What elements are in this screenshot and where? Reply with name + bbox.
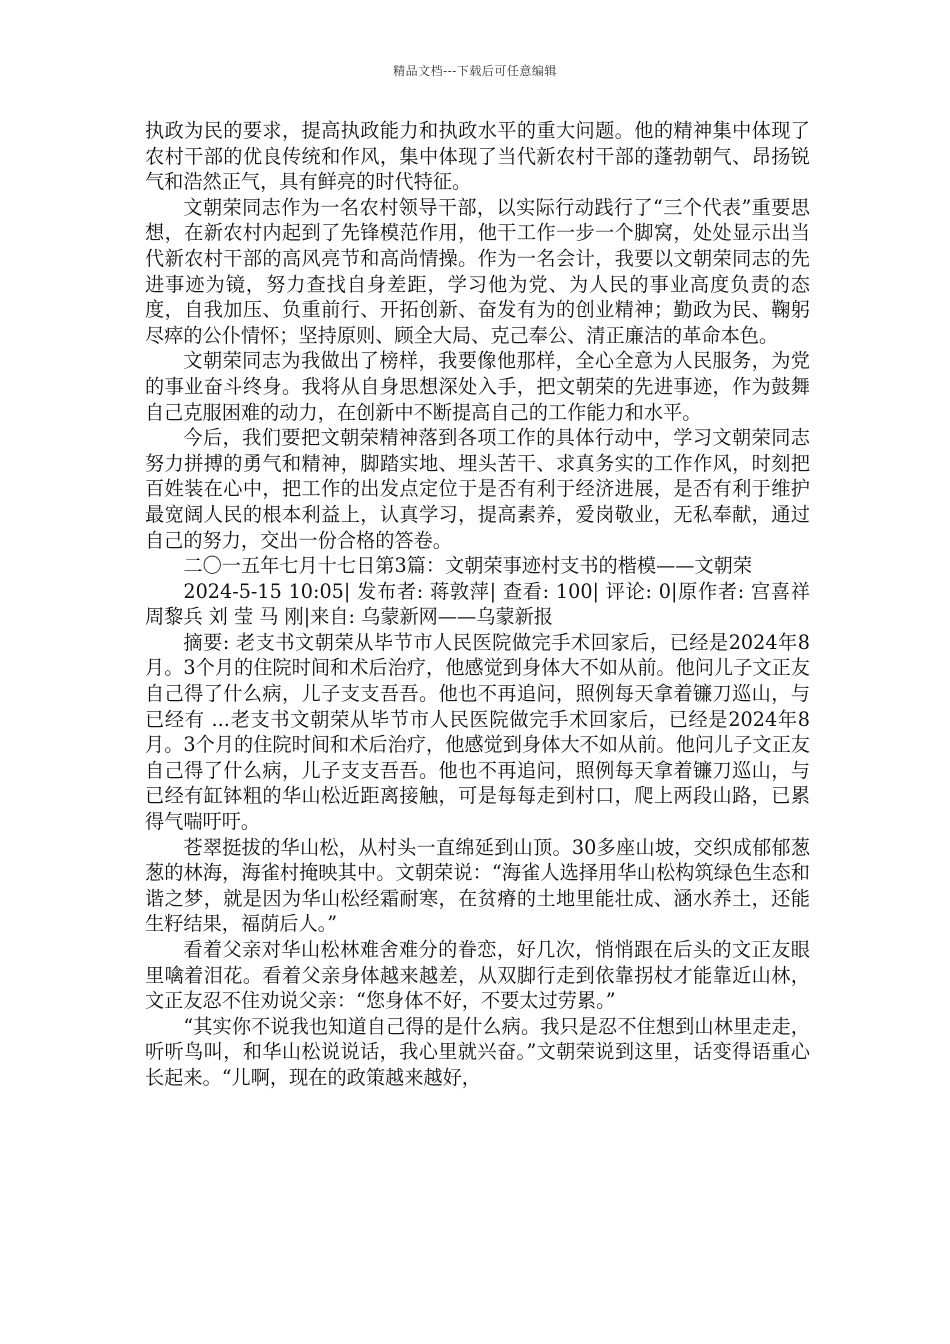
article-meta: 2024-5-15 10:05| 发布者: 蒋敦萍| 查看: 100| 评论: 0|原作者: 宫喜祥 周黎兵 刘 莹 马 刚|来自: 乌蒙新网——乌蒙新报 (145, 579, 810, 629)
paragraph-continuation: 执政为民的要求，提高执政能力和执政水平的重大问题。他的精神集中体现了农村干部的优良传统和作风，集中体现了当代新农村干部的蓬勃朝气、昂扬锐气和浩然正气，具有鲜亮的时代特征。 (145, 119, 810, 194)
section-heading: 二〇一五年七月十七日第3篇：文朝荣事迹村支书的楷模——文朝荣 (183, 554, 753, 578)
paragraph: 文朝荣同志为我做出了榜样，我要像他那样，全心全意为人民服务，为党的事业奋斗终身。我将从自身思想深处入手，把文朝荣的先进事迹，作为鼓舞自己克服困难的动力，在创新中不断提高自己的工作能力和水平。 (145, 349, 810, 424)
paragraph: 看着父亲对华山松林难舍难分的眷恋，好几次，悄悄跟在后头的文正友眼里噙着泪花。看着父亲身体越来越差，从双脚行走到依靠拐杖才能靠近山林，文正友忍不住劝说父亲：“您身体不好，不要太过劳累。” (145, 938, 810, 1013)
document-body (145, 118, 810, 1091)
page-header: 精品文档---下载后可任意编辑 (393, 64, 557, 78)
paragraph: 苍翠挺拔的华山松，从村头一直绵延到山顶。30多座山坡，交织成郁郁葱葱的林海，海雀村掩映其中。文朝荣说：“海雀人选择用华山松构筑绿色生态和谐之梦，就是因为华山松经霜耐寒，在贫瘠的土地里能壮成、涵水养土，还能生籽结果，福荫后人。” (145, 835, 810, 936)
paragraph: 文朝荣同志作为一名农村领导干部，以实际行动践行了“三个代表”重要思想，在新农村内起到了先锋模范作用，他干工作一步一个脚窝，处处显示出当代新农村干部的高风亮节和高尚情操。作为一名会计，我要以文朝荣同志的先进事迹为镜，努力查找自身差距，学习他为党、为人民的事业高度负责的态度，自我加压、负重前行、开拓创新、奋发有为的创业精神；勤政为民、鞠躬尽瘁的公仆情怀；坚持原则、顾全大局、克己奉公、清正廉洁的革命本色。 (145, 195, 810, 347)
article-summary: 摘要: 老支书文朝荣从毕节市人民医院做完手术回家后，已经是2024年8月。3个月的住院时间和术后治疗，他感觉到身体大不如从前。他问儿子文正友自己得了什么病，儿子支支吾吾。他也不再追问，照例每天拿着镰刀巡山，与已经有 ...老支书文朝荣从毕节市人民医院做完手术回家后，已经是2024年8月。3个月的住院时间和术后治疗，他感觉到身体大不如从前。他问儿子文正友自己得了什么病，儿子支支吾吾。他也不再追问，照例每天拿着镰刀巡山，与已经有缸钵粗的华山松近距离接触，可是每每走到村口，爬上两段山路，已累得气喘吁吁。 (145, 630, 810, 834)
paragraph: “其实你不说我也知道自己得的是什么病。我只是忍不住想到山林里走走，听听鸟叫，和华山松说说话，我心里就兴奋。”文朝荣说到这里，话变得语重心长起来。“儿啊，现在的政策越来越好， (145, 1014, 810, 1089)
paragraph: 今后，我们要把文朝荣精神落到各项工作的具体行动中，学习文朝荣同志努力拼搏的勇气和精神，脚踏实地、埋头苦干、求真务实的工作作风，时刻把百姓装在心中，把工作的出发点定位于是否有利于经济进展，是否有利于维护最宽阔人民的根本利益上，认真学习，提高素养，爱岗敬业，无私奉献，通过自己的努力，交出一份合格的答卷。 (145, 426, 810, 552)
